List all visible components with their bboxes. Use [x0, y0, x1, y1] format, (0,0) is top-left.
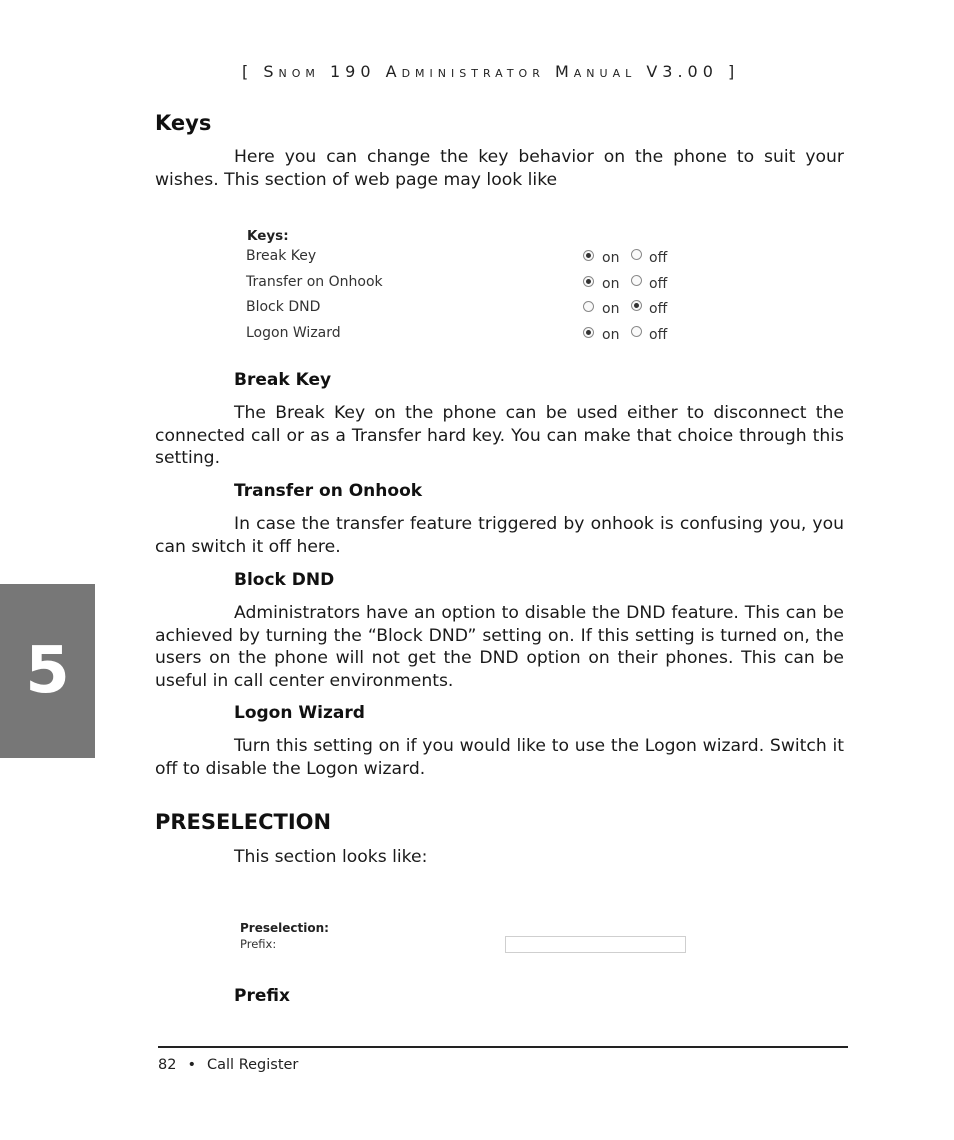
preselection-form-title: Preselection: — [240, 921, 329, 935]
keys-intro: Here you can change the key behavior on the phone to suit your wishes. This section of web page may look like — [155, 147, 844, 190]
logon-wizard-heading: Logon Wizard — [234, 703, 365, 723]
keys-form-row-label: Block DND — [246, 299, 321, 315]
radio-off[interactable] — [631, 249, 642, 260]
keys-form-row — [246, 325, 686, 347]
page-footer — [158, 1057, 298, 1073]
prefix-label: Prefix: — [240, 937, 277, 951]
header-model: 190 — [329, 62, 376, 81]
keys-heading: Keys — [155, 111, 212, 135]
logon-wizard-text: Turn this setting on if you would like to use the Logon wizard. Switch it off to disable the Logon wizard. — [155, 736, 844, 779]
radio-on[interactable] — [583, 327, 594, 338]
keys-form-row — [246, 274, 686, 296]
radio-off-label: off — [649, 275, 668, 292]
footer-section: Call Register — [207, 1057, 299, 1073]
keys-form-row-label: Transfer on Onhook — [246, 273, 383, 290]
header-manual-rest: ANUAL — [573, 67, 637, 80]
keys-form-row-label: Logon Wizard — [246, 324, 341, 341]
radio-on-label: on — [602, 275, 620, 292]
footer-bullet: • — [187, 1057, 197, 1073]
radio-off-label: off — [649, 301, 668, 317]
header-bracket-right: ] — [728, 62, 740, 81]
header-snom-rest: NOM — [278, 67, 320, 80]
radio-off-label: off — [649, 326, 668, 343]
radio-off-label: off — [649, 250, 668, 266]
radio-off[interactable] — [631, 326, 642, 337]
block-dnd-text: Administrators have an option to disable the DND feature. This can be achieved by turning the “Block DND” setting on. If this setting is turned on, the users on the phone will not get the DND option on their phones. This can be useful in call center environments. — [155, 603, 844, 691]
footer-rule — [158, 1046, 848, 1048]
break-key-text: The Break Key on the phone can be used either to disconnect the connected call or as a Transfer hard key. You can make that choice through this setting. — [155, 403, 844, 469]
keys-form-row — [246, 299, 686, 321]
block-dnd-heading: Block DND — [234, 570, 335, 590]
header-snom-initial: S — [263, 62, 279, 81]
radio-on-label: on — [602, 301, 620, 317]
header-admin-initial: A — [385, 62, 402, 81]
chapter-number: 5 — [25, 634, 70, 708]
keys-form-row-label: Break Key — [246, 248, 317, 264]
transfer-onhook-heading: Transfer on Onhook — [234, 481, 423, 501]
prefix-heading: Prefix — [234, 986, 290, 1006]
preselection-intro: This section looks like: — [234, 847, 428, 867]
header-admin-rest: DMINISTRATOR — [401, 67, 545, 80]
keys-form-row — [246, 248, 686, 270]
radio-on[interactable] — [583, 276, 594, 287]
header-bracket-left: [ — [242, 62, 254, 81]
radio-on[interactable] — [583, 250, 594, 261]
radio-off[interactable] — [631, 300, 642, 311]
preselection-heading: PRESELECTION — [155, 810, 332, 834]
radio-on-label: on — [602, 250, 620, 266]
radio-off[interactable] — [631, 275, 642, 286]
page-number: 82 — [158, 1057, 177, 1073]
radio-on[interactable] — [583, 301, 594, 312]
transfer-onhook-text: In case the transfer feature triggered by onhook is confusing you, you can switch it off here. — [155, 514, 844, 557]
keys-form-title: Keys: — [247, 228, 289, 244]
chapter-tab — [0, 584, 95, 758]
header-manual-initial: M — [554, 62, 574, 81]
radio-on-label: on — [602, 326, 620, 343]
running-header — [242, 62, 739, 81]
break-key-heading: Break Key — [234, 370, 332, 390]
header-version: V3.00 — [646, 62, 718, 81]
prefix-input[interactable] — [505, 936, 686, 953]
keys-form-screenshot — [246, 228, 696, 348]
